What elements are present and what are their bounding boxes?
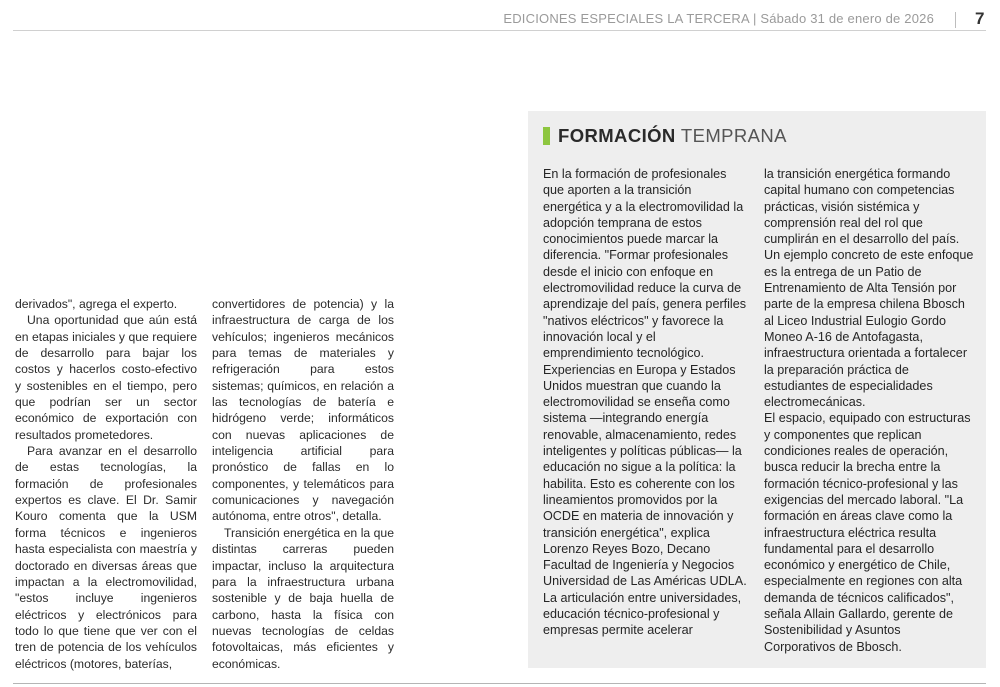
footer-rule bbox=[13, 683, 986, 684]
sidebar-paragraph: La articulación entre universidades, educación técnico-profesional y empresas permite acelerar bbox=[543, 590, 742, 638]
sidebar-title bbox=[558, 125, 787, 147]
sidebar-column-1 bbox=[543, 166, 748, 639]
article-paragraph: Una oportunidad que aún está en etapas iniciales y que requiere de desarrollo para bajar los costos y hacerlos costo-efectivo y sostenibles en el tiempo, pero que podrían ser un sector económico de exportación con resultados prometedores. bbox=[15, 313, 197, 442]
article-column-2 bbox=[212, 296, 394, 672]
sidebar-paragraph: Experiencias en Europa y Estados Unidos muestran que cuando la electromovilidad se enseña como sistema —integrando energía renovable, almacenamiento, redes inteligentes y políticas públicas— la educación no sigue a la política: la habilita. Esto es coherente con los lineamientos promovidos por la OCDE en materia de innovación y transición energética", explica Lorenzo Reyes Bozo, Decano Facultad de Ingeniería y Negocios Universidad de Las Américas UDLA. bbox=[543, 362, 747, 589]
article-paragraph: convertidores de potencia) y la infraestructura de carga de los vehículos; ingenieros mecánicos para temas de materiales y refrigeración para estos sistemas; químicos, en relación a las tecnologías de batería e hidrógeno verde; informáticos con nuevas aplicaciones de inteligencia artificial para pronóstico de fallas en lo componentes, y telemáticos para comunicaciones y navegación autónoma, entre otros", detalla. bbox=[212, 297, 394, 524]
article-paragraph: Para avanzar en el desarrollo de estas tecnologías, la formación de profesionales expertos es clave. El Dr. Samir Kouro comenta que la USM forma técnicos e ingenieros hasta especialista con maestría y doctorado en diversas áreas que impactan a la electromovilidad, "estos incluye ingenieros eléctricos y electrónicos para todo lo que tiene que ver con el tren de potencia de los vehículos eléctricos (motores, baterías, bbox=[15, 444, 197, 671]
sidebar-paragraph: En la formación de profesionales que aporten a la transición energética y a la electromovilidad la adopción temprana de estos conocimientos puede marcar la diferencia. "Formar profesionales desde el inicio con enfoque en electromovilidad reduce la curva de aprendizaje del país, genera perfiles "nativos eléctricos" y favorece la innovación local y el emprendimiento tecnológico. bbox=[543, 167, 747, 361]
sidebar-paragraph: El espacio, equipado con estructuras y componentes que replican condiciones reales de operación, busca reducir la brecha entre la formación técnico-profesional y las exigencias del mercado laboral. "La formación en áreas clave como la infraestructura eléctrica resulta fundamental para el desarrollo económico y energético de Chile, especialmente en regiones con alta demanda de técnicos calificados", señala Allain Gallardo, gerente de Sostenibilidad y Asuntos Corporativos de Bbosch. bbox=[764, 411, 971, 654]
header-divider bbox=[955, 12, 956, 28]
page-header bbox=[0, 10, 1000, 32]
sidebar-title-bold: FORMACIÓN bbox=[558, 125, 676, 146]
article-paragraph: Transición energética en la que distintas carreras pueden impactar, incluso la arquitectura para la infraestructura urbana sostenible y de baja huella de carbono, hasta la física con nuevas tecnologías de celdas fotovoltaicas, más eficientes y económicas. bbox=[212, 525, 394, 671]
article-column-1 bbox=[15, 296, 197, 672]
sidebar-column-2 bbox=[764, 166, 974, 655]
article-paragraph: derivados", agrega el experto. bbox=[15, 297, 178, 311]
page-number: 7 bbox=[975, 9, 985, 28]
header-rule bbox=[13, 30, 986, 31]
sidebar-title-light: TEMPRANA bbox=[680, 125, 787, 146]
publication-line: EDICIONES ESPECIALES LA TERCERA | Sábado 31 de enero de 2026 bbox=[503, 11, 934, 26]
sidebar-paragraph: la transición energética formando capital humano con competencias prácticas, visión sistémica y comprensión real del rol que cumplirán en el desarrollo del país. bbox=[764, 167, 960, 247]
sidebar-paragraph: Un ejemplo concreto de este enfoque es la entrega de un Patio de Entrenamiento de Alta Tensión por parte de la empresa chilena Bbosch al Liceo Industrial Eulogio Gordo Moneo A-16 de Antofagasta, infraestructura orientada a fortalecer la preparación práctica de estudiantes de especialidades electromecánicas. bbox=[764, 248, 974, 410]
title-accent-bar bbox=[543, 127, 550, 145]
